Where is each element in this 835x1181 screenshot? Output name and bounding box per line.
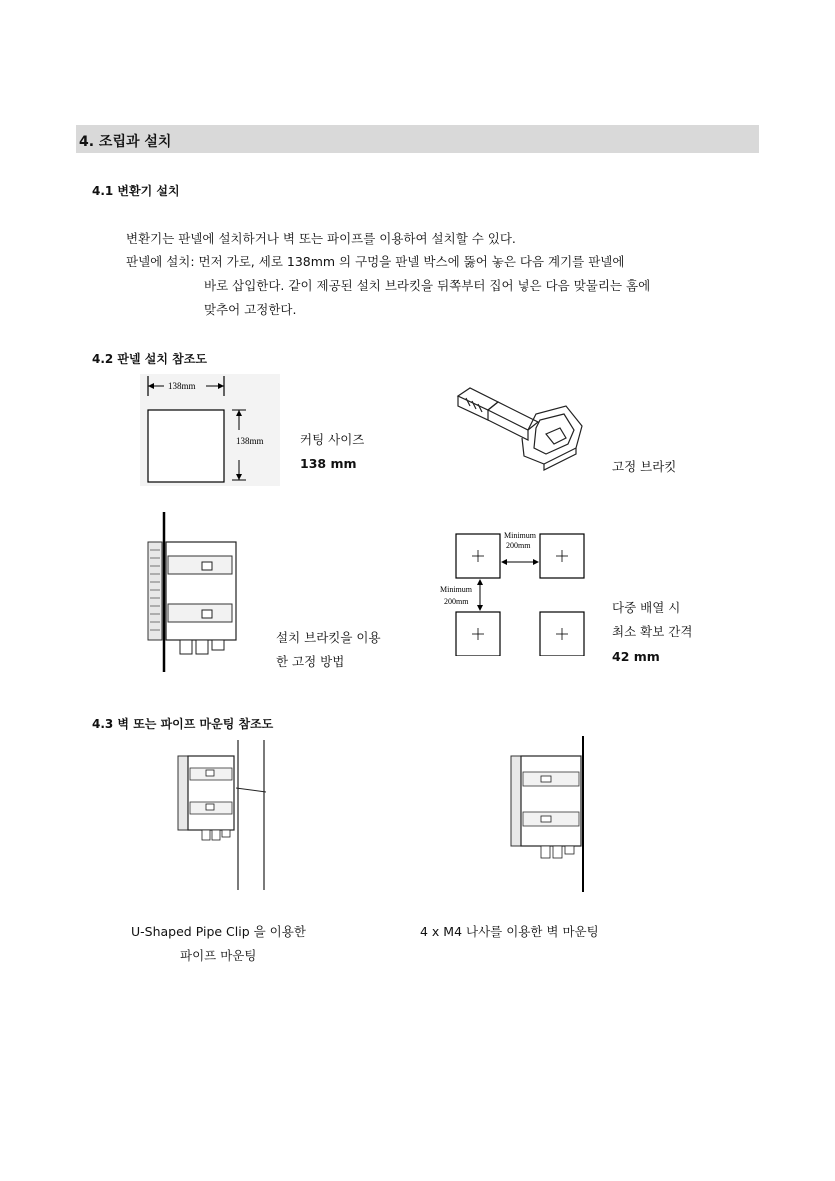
subsection-heading-4-2: 4.2 판넬 설치 참조도 [92, 352, 207, 366]
cut-size-value: 138 mm [300, 456, 357, 471]
spacing-v-label-2: 200mm [444, 597, 469, 606]
subsection-heading-4-3: 4.3 벽 또는 파이프 마운팅 참조도 [92, 717, 274, 731]
spacing-value: 42 mm [612, 649, 660, 664]
spacing-label-line1: 다중 배열 시 [612, 600, 681, 615]
minimum-spacing-diagram [438, 526, 590, 656]
spacing-h-label-1: Minimum [504, 531, 537, 540]
fixing-bracket-drawing [448, 378, 590, 474]
cut-size-diagram [140, 374, 280, 486]
paragraph-line-3: 바로 삽입한다. 같이 제공된 설치 브라킷을 뒤쪽부터 집어 넣은 다음 맞물리는 홈에 [204, 278, 651, 293]
cut-dim-vertical: 138mm [236, 436, 264, 446]
wall-mount-label: 4 x M4 나사를 이용한 벽 마운팅 [420, 924, 599, 939]
fixing-bracket-label: 고정 브라킷 [612, 459, 677, 474]
bracket-mount-label-line1: 설치 브라킷을 이용 [276, 630, 381, 645]
section-title: 4. 조립과 설치 [79, 134, 172, 150]
pipe-mount-drawing [172, 740, 272, 890]
subsection-heading-4-1: 4.1 변환기 설치 [92, 184, 180, 198]
spacing-label-line2: 최소 확보 간격 [612, 624, 693, 639]
cut-size-label: 커팅 사이즈 [300, 432, 365, 447]
pipe-mount-label-line2: 파이프 마운팅 [180, 948, 257, 963]
paragraph-line-1: 변환기는 판넬에 설치하거나 벽 또는 파이프를 이용하여 설치할 수 있다. [126, 231, 516, 246]
section-header-bar [76, 125, 759, 153]
spacing-h-label-2: 200mm [506, 541, 531, 550]
paragraph-line-4: 맞추어 고정한다. [204, 302, 297, 317]
pipe-mount-label-line1: U-Shaped Pipe Clip 을 이용한 [131, 924, 306, 939]
spacing-v-label-1: Minimum [440, 585, 473, 594]
wall-mount-drawing [505, 736, 595, 892]
paragraph-line-2: 판넬에 설치: 먼저 가로, 세로 138mm 의 구멍을 판넬 박스에 뚫어 놓은 다음 계기를 판넬에 [126, 254, 625, 269]
bracket-mount-label-line2: 한 고정 방법 [276, 654, 345, 669]
panel-mount-side-view [140, 512, 250, 672]
cut-dim-horizontal: 138mm [168, 381, 196, 391]
